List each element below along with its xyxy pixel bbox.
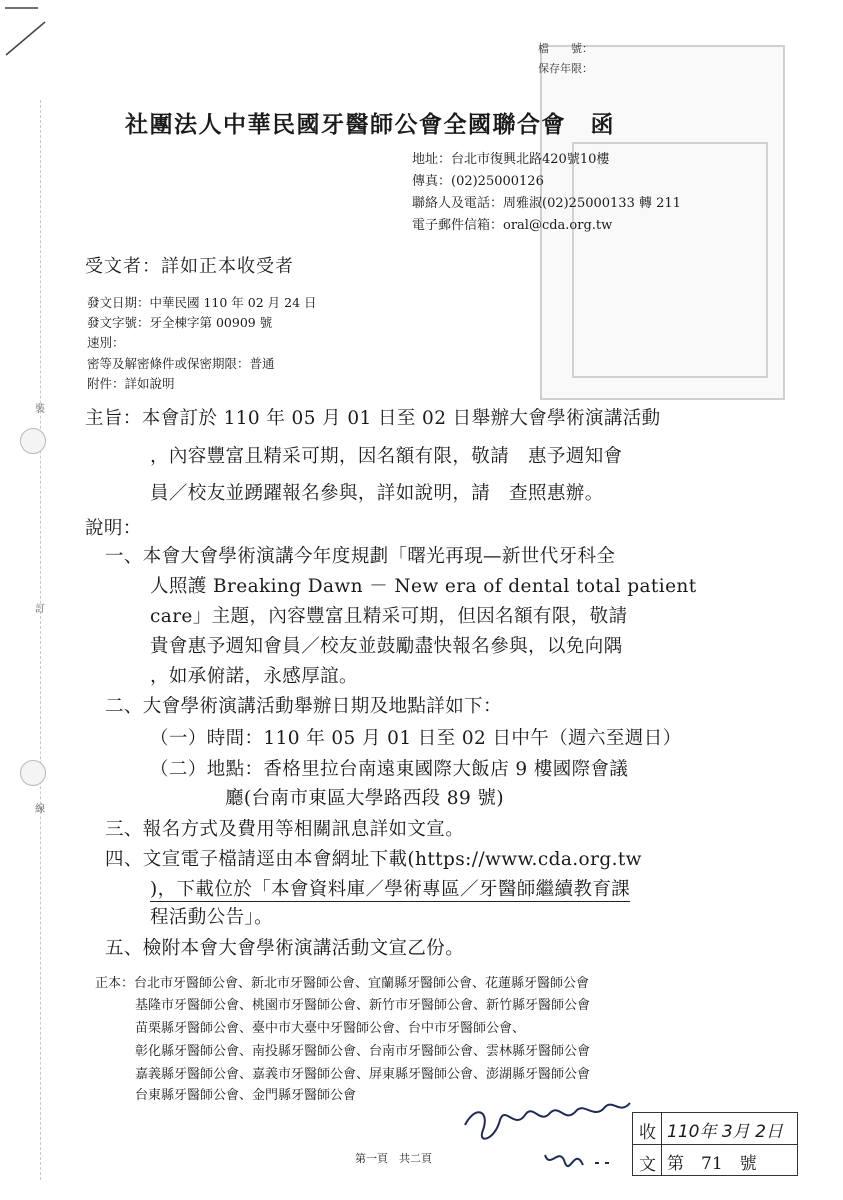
corner-mark (0, 0, 60, 70)
cc-line-4: 彰化縣牙醫師公會、南投縣牙醫師公會、台南市牙醫師公會、雲林縣牙醫師公會 (135, 1044, 591, 1059)
binding-line (40, 100, 41, 1180)
item-2: 二、大會學術演講活動舉辦日期及地點詳如下： (105, 696, 502, 717)
contact-line: 聯絡人及電話：周雅淑(02)25000133 轉 211 (412, 196, 681, 211)
recipient: 受文者：詳如正本收受者 (85, 256, 294, 277)
margin-mark-ding: 訂 (35, 604, 45, 615)
explanation-label: 說明： (85, 518, 142, 539)
item-2-venue-line-1: （二）地點：香格里拉台南遠東國際大飯店 9 樓國際會議 (150, 759, 629, 780)
subject-line-2: ，內容豐富且精采可期，因名額有限，敬請 惠予週知會 (150, 446, 623, 467)
item-1-line-1: 一、本會大會學術演講今年度規劃「曙光再現—新世代牙科全 (105, 546, 616, 567)
cc-line-3: 苗栗縣牙醫師公會、臺中市大臺中牙醫師公會、台中市牙醫師公會、 (135, 1021, 526, 1036)
keep-years-label: 保存年限： (538, 62, 593, 75)
document-number: 發文字號：牙全棟字第 00909 號 (87, 315, 273, 330)
secrecy-level: 密等及解密條件或保密期限：普通 (87, 356, 275, 371)
item-5: 五、檢附本會大會學術演講活動文宣乙份。 (105, 938, 465, 959)
fax-line: 傳真：(02)25000126 (412, 174, 544, 189)
file-number-label: 檔 號： (538, 42, 593, 55)
cc-line-6: 台東縣牙醫師公會、金門縣牙醫師公會 (135, 1088, 357, 1103)
letter-title: 社團法人中華民國牙醫師公會全國聯合會 函 (125, 111, 615, 138)
subject-line-1: 主旨：本會訂於 110 年 05 月 01 日至 02 日舉辦大會學術演講活動 (85, 408, 661, 429)
cc-line-1: 正本：台北市牙醫師公會、新北市牙醫師公會、宜蘭縣牙醫師公會、花蓮縣牙醫師公會 (95, 976, 590, 991)
binding-hole (20, 760, 46, 786)
item-1-line-3: care」主題，內容豐富且精采可期，但因名額有限，敬請 (150, 606, 628, 627)
received-date: 110年 3月 2日 (667, 1122, 783, 1142)
handwritten-signature (455, 1085, 635, 1180)
item-3: 三、報名方式及費用等相關訊息詳如文宣。 (105, 819, 465, 840)
binding-hole (20, 428, 46, 454)
cc-line-2: 基隆市牙醫師公會、桃園市牙醫師公會、新竹市牙醫師公會、新竹縣牙醫師公會 (135, 998, 591, 1013)
item-1-line-2: 人照護 Breaking Dawn － New era of dental total patient (150, 576, 697, 597)
received-stamp-box (632, 1112, 798, 1176)
item-2-venue-line-2: 廳(台南市東區大學路西段 89 號) (225, 788, 504, 809)
cc-line-5: 嘉義縣牙醫師公會、嘉義市牙醫師公會、屏東縣牙醫師公會、澎湖縣牙醫師公會 (135, 1067, 591, 1082)
address-line: 地址：台北市復興北路420號10樓 (412, 152, 610, 167)
received-number: 第 71 號 (667, 1154, 757, 1174)
item-4-line-3: 程活動公告」。 (150, 907, 274, 928)
item-2-time: （一）時間：110 年 05 月 01 日至 02 日中午（週六至週日） (150, 728, 682, 749)
email-line: 電子郵件信箱：oral@cda.org.tw (412, 218, 613, 233)
page-number: 第一頁 共二頁 (355, 1152, 432, 1165)
margin-mark-zhuang: 裝 (35, 404, 45, 415)
item-4-line-1: 四、文宣電子檔請逕由本會網址下載(https://www.cda.org.tw (105, 849, 642, 870)
speed-class: 速別： (87, 335, 125, 350)
item-4-line-2: )，下載位於「本會資料庫／學術專區／牙醫師繼續教育課 (150, 875, 630, 902)
margin-mark-xian: 線 (35, 804, 45, 815)
received-label: 收 (639, 1123, 656, 1143)
subject-line-3: 員／校友並踴躍報名參與，詳如說明，請 查照惠辦。 (150, 483, 604, 504)
attachment: 附件：詳如說明 (87, 376, 175, 391)
document-label: 文 (639, 1155, 656, 1175)
issue-date: 發文日期：中華民國 110 年 02 月 24 日 (87, 295, 317, 310)
item-1-line-5: ，如承俯諾，永感厚誼。 (150, 666, 358, 687)
item-1-line-4: 貴會惠予週知會員／校友並鼓勵盡快報名參與，以免向隅 (150, 636, 623, 657)
